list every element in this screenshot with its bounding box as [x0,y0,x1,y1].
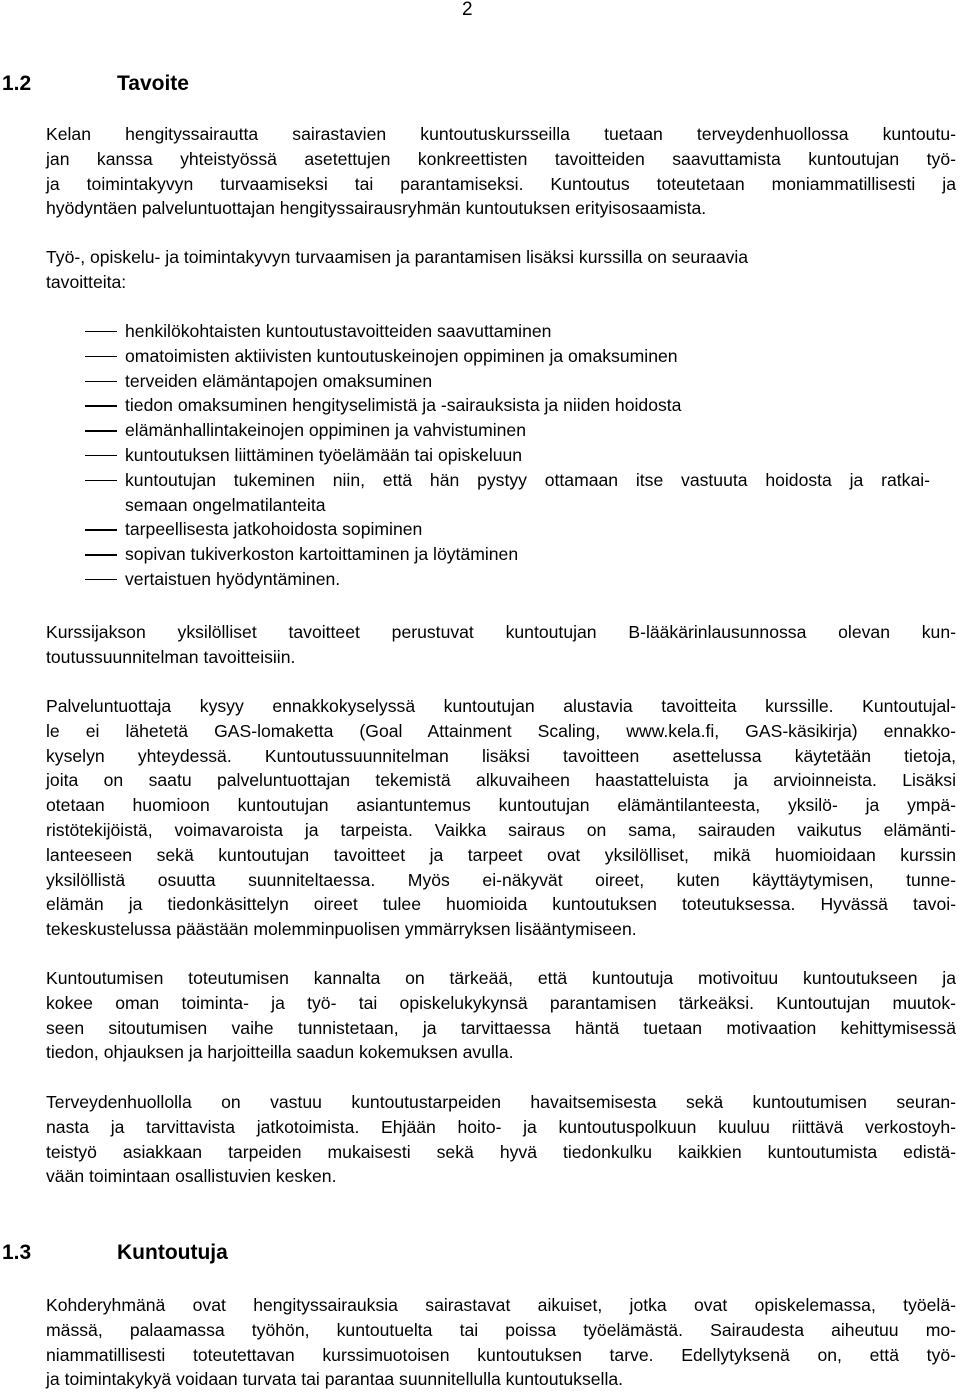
dash-bullet [85,356,117,357]
section-number: 1.2 [2,72,32,95]
text-line: terveiden elämäntapojen omaksuminen [125,370,433,391]
dash-bullet [85,381,117,382]
text-line: ja toimintakykyä voidaan turvata tai parantaa suunnitellulla kuntoutuksella. [46,1369,624,1390]
text-line: kuntoutujan tukeminen niin, että hän pystyy ottamaan itse vastuuta hoidosta ja ratkai- [125,469,930,490]
section-number: 1.3 [2,1241,32,1264]
text-line: elämänhallintakeinojen oppiminen ja vahvistuminen [125,420,526,441]
list-item [0,517,930,542]
list-item [0,344,930,369]
text-line: nasta ja tarvittavista jatkotoimista. Ehjään hoito- ja kuntoutuspolkuun kuuluu riittävä verkostoyh- [46,1116,956,1137]
text-line: joita on saatu palveluntuottajan tekemistä alkuvaiheen haastatteluista ja arvioinneista. Lisäksi [46,770,956,791]
paragraph-b-statement [46,620,956,670]
text-line: lanteeseen sekä kuntoutujan tavoitteet ja tarpeet ovat yksilölliset, mikä huomioidaan kurssin [46,844,956,865]
section-heading-1-2 [2,71,189,97]
text-line: yksilöllistä osuutta suunniteltaessa. Myös ei-näkyvät oireet, kuten käyttäytymisen, tunne- [46,869,956,890]
text-line: hyödyntäen palveluntuottajan hengityssairausryhmän kuntoutuksen erityisosaamista. [46,198,707,219]
page-number: 2 [462,0,473,20]
dash-bullet [85,579,117,580]
dash-bullet [85,405,117,406]
text-line: omatoimisten aktiivisten kuntoutuskeinojen oppiminen ja omaksuminen [125,345,678,366]
text-line: tavoitteita: [46,271,127,292]
list-item [0,418,930,443]
section-heading-1-3 [2,1240,228,1266]
text-line: Kuntoutumisen toteutumisen kannalta on tärkeää, että kuntoutuja motivoituu kuntoutukseen ja [46,968,956,988]
text-line: Terveydenhuollolla on vastuu kuntoutustarpeiden havaitsemisesta sekä kuntoutumisen seuran- [46,1092,956,1112]
section-title: Kuntoutuja [117,1241,228,1264]
paragraph-target-group [46,1293,956,1392]
list-item [0,369,930,394]
dash-bullet [85,529,117,530]
dash-bullet [85,455,117,456]
text-line: tiedon, ohjauksen ja harjoitteilla saadun kokemuksen avulla. [46,1042,514,1063]
text-line: ristötekijöistä, voimavaroista ja tarpeista. Vaikka sairaus on sama, sairauden vaikutus elämänti- [46,819,956,840]
text-line: elämän ja tiedonkäsittelyn oireet tulee huomioida kuntoutuksen toteutuksessa. Hyvässä tavoi- [46,894,956,915]
paragraph-intro [46,122,956,221]
text-line: teistyö asiakkaan tarpeiden mukaisesti sekä hyvä tiedonkulku kaikkien kuntoutumista edistä- [46,1141,956,1162]
text-line: Työ-, opiskelu- ja toimintakyvyn turvaamisen ja parantamisen lisäksi kurssilla on seuraavia [46,247,749,267]
text-line: Kelan hengityssairautta sairastavien kuntoutuskursseilla tuetaan terveydenhuollossa kuntoutu- [46,124,956,144]
text-line: Kurssijakson yksilölliset tavoitteet perustuvat kuntoutujan B-lääkärinlausunnossa olevan kun- [46,622,956,642]
text-line: semaan ongelmatilanteita [125,494,326,515]
text-line: niammatillisesti toteutettavan kurssimuotoisen kuntoutuksen tarve. Edellytyksenä on, että työ- [46,1344,956,1365]
goals-list [0,319,960,592]
text-line: henkilökohtaisten kuntoutustavoitteiden saavuttaminen [125,321,552,341]
text-line: mässä, palaamassa työhön, kuntoutuelta tai poissa työelämästä. Sairaudesta aiheutuu mo- [46,1319,956,1340]
list-item [0,443,930,468]
text-line: tiedon omaksuminen hengityselimistä ja -sairauksista ja niiden hoidosta [125,395,682,416]
text-line: sopivan tukiverkoston kartoittaminen ja löytäminen [125,544,519,565]
text-line: ja toimintakyvyn turvaamiseksi tai parantamiseksi. Kuntoutus toteutetaan moniammatillisesti ja [46,173,956,194]
list-item [0,567,930,592]
text-line: vään toimintaan osallistuvien kesken. [46,1166,337,1187]
text-line: toutussuunnitelman tavoitteisiin. [46,646,296,667]
text-line: Palveluntuottaja kysyy ennakkokyselyssä kuntoutujan alustavia tavoitteita kurssille. Kuntoutujal- [46,696,956,716]
paragraph-goals-intro [46,245,956,295]
text-line: kyselyn yhteydessä. Kuntoutussuunnitelman lisäksi tavoitteen asettelussa käytetään tietoja, [46,745,956,766]
text-line: kuntoutuksen liittäminen työelämään tai opiskeluun [125,444,523,465]
list-item [0,393,930,418]
list-item [0,319,930,344]
section-title: Tavoite [117,72,189,95]
dash-bullet [85,554,117,555]
dash-bullet [85,430,117,431]
list-item [0,468,930,518]
paragraph-gas [46,694,956,942]
list-item [0,542,930,567]
text-line: tekeskustelussa päästään molemminpuolisen ymmärryksen lisääntymiseen. [46,919,637,940]
text-line: tarpeellisesta jatkohoidosta sopiminen [125,519,423,540]
text-line: Kohderyhmänä ovat hengityssairauksia sairastavat aikuiset, jotka ovat opiskelemassa, työelä- [46,1295,956,1315]
text-line: jan kanssa yhteistyössä asetettujen konkreettisten tavoitteiden saavuttamista kuntoutujan työ- [46,148,956,169]
dash-bullet [85,331,117,332]
paragraph-healthcare [46,1090,956,1189]
paragraph-motivation [46,966,956,1065]
text-line: seen sitoutumisen vaihe tunnistetaan, ja tarvittaessa häntä tuetaan motivaation kehittymisessä [46,1017,956,1038]
text-line: le ei lähetetä GAS-lomaketta (Goal Attainment Scaling, www.kela.fi, GAS-käsikirja) ennakko- [46,720,956,741]
text-line: otetaan huomioon kuntoutujan asiantuntemus kuntoutujan elämäntilanteesta, yksilö- ja ympä- [46,795,956,816]
text-line: kokee oman toiminta- ja työ- tai opiskelukykynsä parantamisen tärkeäksi. Kuntoutujan muutok- [46,992,956,1013]
dash-bullet [85,480,117,481]
text-line: vertaistuen hyödyntäminen. [125,568,341,589]
